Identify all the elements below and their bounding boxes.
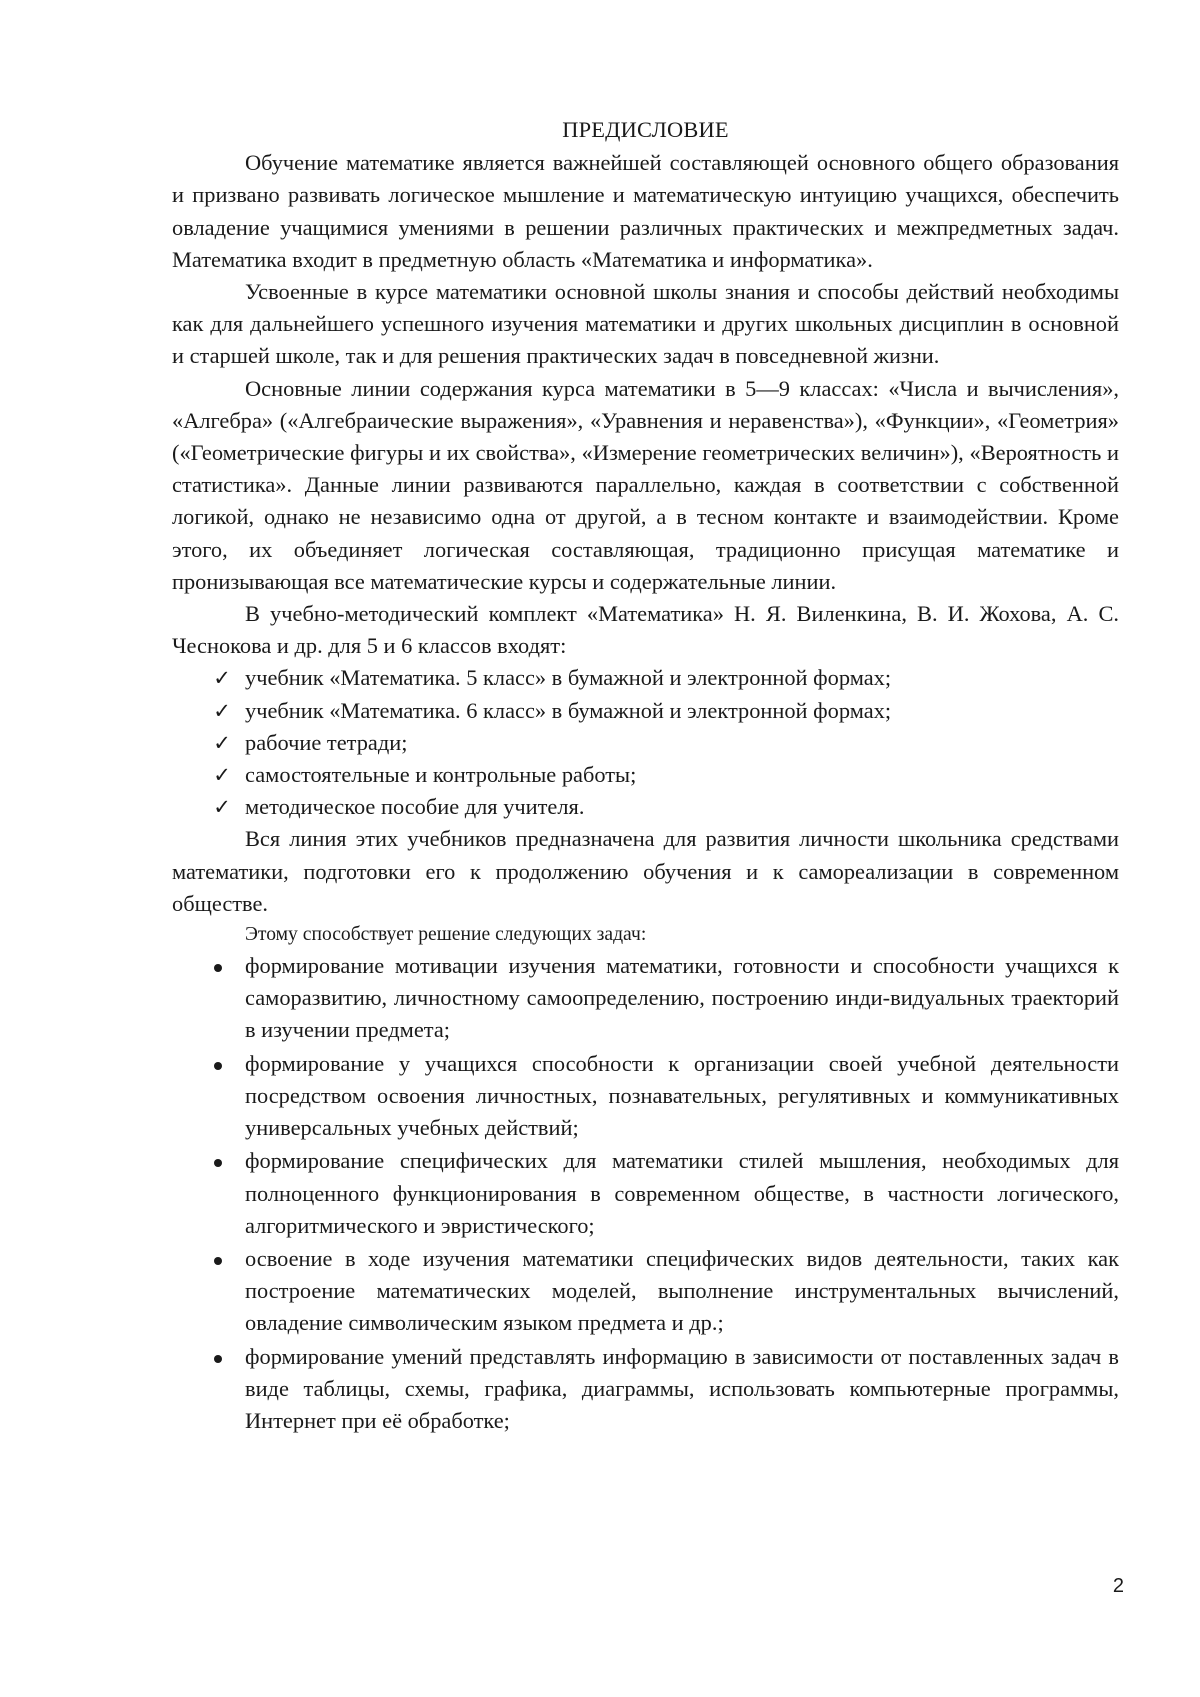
paragraph-textbook-line: Вся линия этих учебников предназначена для развития личности школьника средствами математики, подготовки его к продолжению обучения и к самореализации в современном обществе. — [172, 826, 1119, 916]
document-page — [172, 114, 1119, 1438]
tasks-bullet-list — [172, 950, 1119, 1437]
list-item — [172, 759, 1119, 791]
paragraph-intro: Обучение математике является важнейшей составляющей основного общего образования и призвано развивать логическое мышление и математическую интуицию учащихся, обеспечить овладение учащимися умениями в решении различных практических и межпредметных задач. Математика входит в предметную область «Математика и информатика». — [172, 150, 1119, 272]
bullet-dot-icon — [214, 1257, 222, 1265]
kit-check-list — [172, 662, 1119, 823]
check-mark-icon: ✓ — [213, 730, 231, 755]
list-item — [172, 662, 1119, 694]
list-item — [172, 1145, 1119, 1242]
paragraph-kit: В учебно-методический комплект «Математика» Н. Я. Виленкина, В. И. Жохова, А. С. Чеснокова и др. для 5 и 6 классов входят: — [172, 601, 1119, 659]
list-item-text: формирование мотивации изучения математики, готовности и способности учащихся к саморазвитию, личностному самоопределению, построению инди-видуальных траекторий в изучении предмета; — [245, 953, 1119, 1043]
list-item-text: формирование умений представлять информацию в зависимости от поставленных задач в виде таблицы, схемы, графика, диаграммы, использовать компьютерные программы, Интернет при её обработке; — [245, 1343, 1119, 1433]
bullet-dot-icon — [214, 1355, 222, 1363]
list-item-text: методическое пособие для учителя. — [245, 794, 585, 820]
list-item-text: учебник «Математика. 5 класс» в бумажной и электронной формах; — [245, 665, 892, 691]
list-item-text: освоение в ходе изучения математики специфических видов деятельности, таких как построение математических моделей, выполнение инструментальных вычислений, овладение символическим языком предмета и др.; — [245, 1245, 1119, 1336]
list-item — [172, 695, 1119, 727]
list-item-text: формирование у учащихся способности к организации своей учебной деятельности посредством освоения личностных, познавательных, регулятивных и коммуникативных универсальных учебных действий; — [245, 1050, 1119, 1141]
list-item — [172, 791, 1119, 823]
list-item — [172, 1341, 1119, 1438]
page-title: ПРЕДИСЛОВИЕ — [562, 117, 729, 142]
bullet-dot-icon — [214, 964, 222, 972]
list-item-text: формирование специфических для математики стилей мышления, необходимых для полноценного функционирования в современном обществе, в частности логического, алгоритмического и эвристического; — [245, 1148, 1119, 1238]
paragraph-tasks-intro: Этому способствует решение следующих задач: — [245, 924, 647, 946]
list-item-text: рабочие тетради; — [245, 729, 408, 755]
check-mark-icon: ✓ — [213, 698, 231, 723]
bullet-dot-icon — [214, 1062, 222, 1070]
list-item-text: самостоятельные и контрольные работы; — [245, 762, 637, 788]
list-item-text: учебник «Математика. 6 класс» в бумажной и электронной формах; — [245, 697, 892, 723]
check-mark-icon: ✓ — [213, 795, 231, 820]
list-item — [172, 727, 1119, 759]
paragraph-knowledge: Усвоенные в курсе математики основной школы знания и способы действий необходимы как для дальнейшего успешного изучения математики и других школьных дисциплин в основной и старшей школе, так и для решения практических задач в повседневной жизни. — [172, 279, 1119, 369]
list-item — [172, 950, 1119, 1047]
page-number: 2 — [1112, 1575, 1124, 1597]
list-item — [172, 1048, 1119, 1145]
list-item — [172, 1243, 1119, 1340]
check-mark-icon: ✓ — [213, 763, 231, 788]
paragraph-content-lines: Основные линии содержания курса математики в 5—9 классах: «Числа и вычисления», «Алгебра» («Алгебраические выражения», «Уравнения и неравенства»), «Функции», «Геометрия» («Геометрические фигуры и их свойства», «Измерение геометрических величин»), «Вероятность и статистика». Данные линии развиваются параллельно, каждая в соответствии с собственной логикой, однако не независимо одна от другой, а в тесном контакте и взаимодействии. Кроме этого, их объединяет логическая составляющая, традиционно присущая математике и пронизывающая все математические курсы и содержательные линии. — [172, 375, 1119, 594]
check-mark-icon: ✓ — [213, 666, 231, 691]
bullet-dot-icon — [214, 1159, 222, 1167]
